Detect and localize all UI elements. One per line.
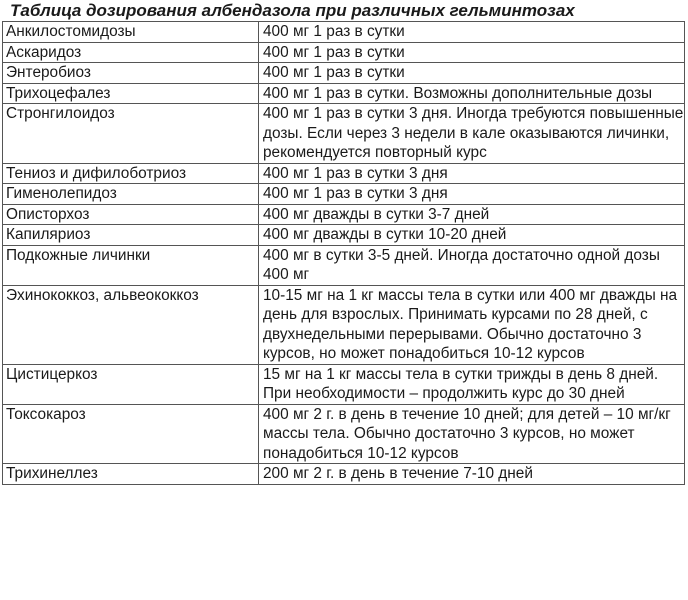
helminthiasis-name-cell: Тениоз и дифилоботриоз: [3, 163, 259, 184]
helminthiasis-name-cell: Описторхоз: [3, 204, 259, 225]
helminthiasis-name-cell: Энтеробиоз: [3, 63, 259, 84]
helminthiasis-name-cell: Токсокароз: [3, 404, 259, 464]
helminthiasis-name-cell: Стронгилоидоз: [3, 104, 259, 164]
helminthiasis-name-cell: Анкилостомидозы: [3, 22, 259, 43]
table-row: [3, 42, 685, 63]
helminthiasis-name-cell: Гименолепидоз: [3, 184, 259, 205]
dosage-cell: 400 мг дважды в сутки 10-20 дней: [259, 225, 685, 246]
table-row: [3, 225, 685, 246]
table-title: Таблица дозирования албендазола при различных гельминтозах: [10, 1, 575, 20]
dosage-cell: 400 мг 1 раз в сутки. Возможны дополнительные дозы: [259, 83, 685, 104]
helminthiasis-name-cell: Подкожные личинки: [3, 245, 259, 285]
dosage-cell: 400 мг 2 г. в день в течение 10 дней; для детей – 10 мг/кг массы тела. Обычно достаточно 3 курсов, но может понадобиться 10-12 курсов: [259, 404, 685, 464]
dosage-cell: 400 мг 1 раз в сутки 3 дня. Иногда требуются повышенные дозы. Если через 3 недели в кале оказываются личинки, рекомендуется повторный курс: [259, 104, 685, 164]
dosage-cell: 400 мг 1 раз в сутки: [259, 42, 685, 63]
table-row: [3, 63, 685, 84]
helminthiasis-name-cell: Аскаридоз: [3, 42, 259, 63]
dosage-table: [2, 21, 685, 485]
table-row: [3, 285, 685, 364]
table-row: [3, 83, 685, 104]
table-row: [3, 404, 685, 464]
dosage-cell: 10-15 мг на 1 кг массы тела в сутки или 400 мг дважды на день для взрослых. Принимать курсами по 28 дней, с двухнедельными перерывами. Обычно достаточно 3 курсов, но может понадобиться 10-12 курсов: [259, 285, 685, 364]
dosage-cell: 400 мг 1 раз в сутки 3 дня: [259, 184, 685, 205]
dosage-table-body: [3, 22, 685, 485]
helminthiasis-name-cell: Капиляриоз: [3, 225, 259, 246]
table-row: [3, 184, 685, 205]
dosage-cell: 200 мг 2 г. в день в течение 7-10 дней: [259, 464, 685, 485]
table-row: [3, 22, 685, 43]
dosage-cell: 400 мг в сутки 3-5 дней. Иногда достаточно одной дозы 400 мг: [259, 245, 685, 285]
helminthiasis-name-cell: Трихоцефалез: [3, 83, 259, 104]
dosage-cell: 400 мг 1 раз в сутки 3 дня: [259, 163, 685, 184]
table-row: [3, 204, 685, 225]
dosage-cell: 400 мг 1 раз в сутки: [259, 63, 685, 84]
table-row: [3, 364, 685, 404]
table-row: [3, 104, 685, 164]
dosage-cell: 400 мг дважды в сутки 3-7 дней: [259, 204, 685, 225]
dosage-cell: 400 мг 1 раз в сутки: [259, 22, 685, 43]
table-row: [3, 245, 685, 285]
dosage-cell: 15 мг на 1 кг массы тела в сутки трижды в день 8 дней. При необходимости – продолжить курс до 30 дней: [259, 364, 685, 404]
helminthiasis-name-cell: Трихинеллез: [3, 464, 259, 485]
table-row: [3, 464, 685, 485]
helminthiasis-name-cell: Эхинококкоз, альвеококкоз: [3, 285, 259, 364]
table-row: [3, 163, 685, 184]
helminthiasis-name-cell: Цистицеркоз: [3, 364, 259, 404]
